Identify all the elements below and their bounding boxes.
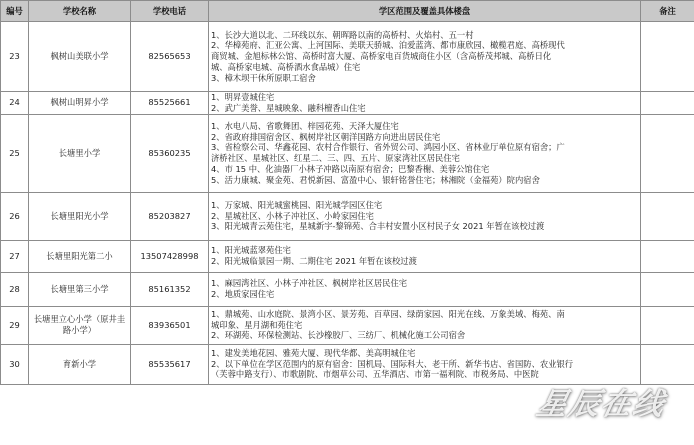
table-row: [1, 240, 694, 272]
district-coverage: [209, 240, 641, 272]
school-phone: 83936501: [131, 306, 209, 344]
row-number: 28: [1, 272, 29, 306]
district-coverage: [209, 92, 641, 115]
row-number: 29: [1, 306, 29, 344]
coverage-line: 2、以下单位在学区范围内的原有宿舍：国机局、国际科大、老干所、新华书店、省国防、农业银行: [211, 358, 574, 369]
school-phone: 85203827: [131, 192, 209, 240]
coverage-line: 3、樟木坝干休所原职工宿舍: [211, 72, 316, 83]
coverage-line: 1、建发美地花园、雅苑大厦、现代华都、美高明城住宅: [211, 347, 416, 358]
coverage-line: 2、地质家园住宅: [211, 289, 275, 300]
school-phone: 85360235: [131, 114, 209, 192]
row-note: [641, 22, 694, 92]
district-coverage: [209, 114, 641, 192]
coverage-line: 5、活力康城、聚金苑、君悦新园、富盈中心、银轩铭誉住宅；林湘院（金福苑）院内宿舍: [211, 174, 540, 185]
school-phone: 85535617: [131, 344, 209, 384]
coverage-line: 1、万家城、阳光城蜜桃园、阳光城学园区住宅: [211, 199, 383, 210]
coverage-line: 商贸城、金旭标林公馆、高桥时富大厦、高桥家电百货城商住小区（含高桥茂邦城、高桥日化: [211, 51, 552, 62]
school-phone: 85525661: [131, 92, 209, 115]
school-name: 枫树山明昇小学: [29, 92, 131, 115]
watermark-logo: 星辰在线: [533, 387, 669, 422]
coverage-line: 城印象、星月湖和苑住宅: [211, 319, 303, 330]
coverage-line: 4、市 15 中、化油器厂小林子冲路以南原有宿舍；巴黎香榭、美蓉公馆住宅: [211, 163, 490, 174]
table-body: [1, 22, 694, 385]
coverage-line: 1、明昇壹城住宅: [211, 92, 275, 102]
table-row: [1, 114, 694, 192]
table-row: [1, 92, 694, 115]
coverage-line: 2、武广美誉、星城映象、融科檀香山住宅: [211, 102, 366, 113]
school-name: 长塘里小学: [29, 114, 131, 192]
header-note: 备注: [641, 1, 694, 22]
coverage-line: 济桥社区、星城社区、红星二、三、四、五片、原家湾社区居民住宅: [211, 153, 460, 164]
coverage-line: 1、阳光城蓝翠苑住宅: [211, 245, 291, 256]
row-note: [641, 306, 694, 344]
header-name: 学校名称: [29, 1, 131, 22]
district-coverage: [209, 22, 641, 92]
table-row: [1, 22, 694, 92]
coverage-line: 城、高桥家电城、高桥酒水食品城）住宅: [211, 61, 361, 72]
coverage-line: 1、麻园湾社区、小林子冲社区、枫树岸社区居民住宅: [211, 278, 408, 289]
header-area: 学区范围及覆盖具体楼盘: [209, 1, 641, 22]
header-phone: 学校电话: [131, 1, 209, 22]
coverage-line: 3、省检察公司、华鑫花园、农村合作银行、省外贸公司、鸿园小区、省林业厅单位原有宿舍；广: [211, 142, 565, 153]
school-phone: 85161352: [131, 272, 209, 306]
row-number: 23: [1, 22, 29, 92]
coverage-line: 1、鼎城苑、山水庭院、景湾小区、景芳苑、百草园、绿荫家园、阳光在线、万象美域、梅苑、南: [211, 308, 565, 319]
header-num: 编号: [1, 1, 29, 22]
row-number: 26: [1, 192, 29, 240]
coverage-line: 2、阳光城临景园一期、二期住宅 2021 年暂在该校过渡: [211, 256, 417, 267]
district-coverage: [209, 306, 641, 344]
coverage-line: 2、星城社区、小林子冲社区、小岭家园住宅: [211, 210, 374, 221]
row-number: 24: [1, 92, 29, 115]
table-row: [1, 272, 694, 306]
coverage-line: 2、环湖苑、环保检测站、长沙橡胶厂、三纺厂、机械化施工公司宿舍: [211, 330, 466, 341]
table-row: [1, 306, 694, 344]
school-name: 育新小学: [29, 344, 131, 384]
header-row: [1, 1, 694, 22]
school-phone: 82565653: [131, 22, 209, 92]
school-name: 长塘里立心小学（原井圭路小学）: [29, 306, 131, 344]
row-note: [641, 114, 694, 192]
school-phone: 13507428998: [131, 240, 209, 272]
district-coverage: [209, 192, 641, 240]
row-note: [641, 272, 694, 306]
coverage-line: 2、省政府排国宿舍区、枫树岸社区朝洋国路方向进出居民住宅: [211, 131, 441, 142]
row-note: [641, 192, 694, 240]
school-name: 枫树山美联小学: [29, 22, 131, 92]
school-name: 长塘里阳光小学: [29, 192, 131, 240]
row-number: 30: [1, 344, 29, 384]
school-name: 长塘里第三小学: [29, 272, 131, 306]
coverage-line: 1、水电八局、省歌舞团、梓园花苑、天泽大厦住宅: [211, 120, 399, 131]
district-coverage: [209, 272, 641, 306]
row-number: 27: [1, 240, 29, 272]
table-row: [1, 192, 694, 240]
row-number: 25: [1, 114, 29, 192]
coverage-line: 3、阳光城青云苑住宅，星城新宇-黎锦苑、合丰村安置小区村民子女 2021 年暂在该校过渡: [211, 221, 545, 232]
coverage-line: （芙蓉中路支行）、市歌剧院、市烟草公司、五华酒店、市第一福利院、市税务局、中医院: [211, 369, 539, 380]
coverage-line: 2、华樟苑府、汇亚公寓、上河国际、美联天骄城、泊爱蓝湾、都市康欣园、橄榄君庭、高桥现代: [211, 40, 565, 51]
row-note: [641, 92, 694, 115]
row-note: [641, 240, 694, 272]
school-name: 长塘里阳光第二小: [29, 240, 131, 272]
coverage-line: 1、长沙大道以北、二环线以东、朝晖路以南的高桥村、火焰村、五一村: [211, 29, 474, 40]
